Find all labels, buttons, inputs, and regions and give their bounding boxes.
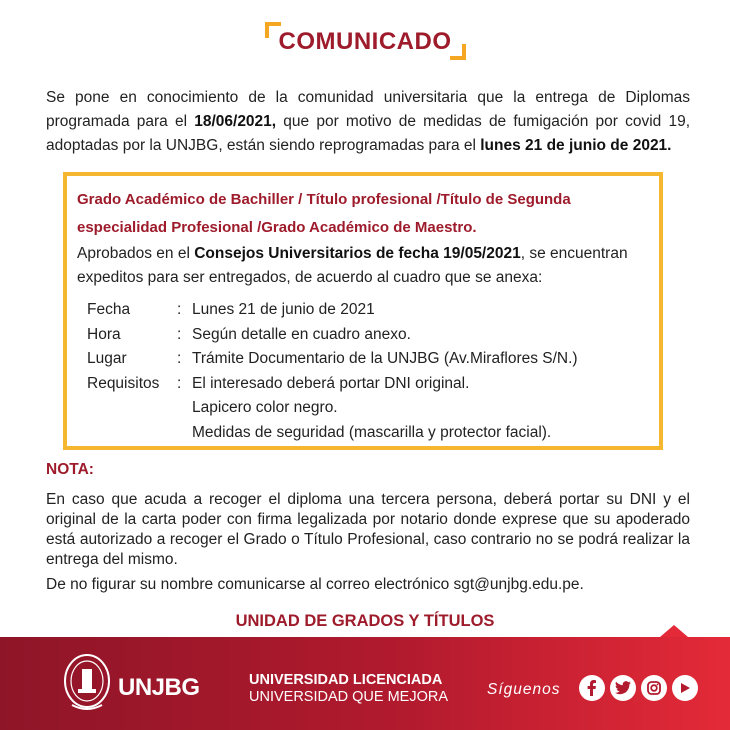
detail-separator [177,396,192,421]
nota-contact: De no figurar su nombre comunicarse al correo electrónico sgt@unjbg.edu.pe. [46,576,584,593]
detail-row-hora [87,323,578,348]
intro-date-new: lunes 21 de junio de 2021. [480,137,672,154]
logo-text: UNJBG [118,674,200,701]
detail-label [87,421,177,446]
youtube-icon[interactable] [672,675,698,701]
nota-label: NOTA: [46,461,94,478]
title-frame [265,22,466,60]
detail-value: Medidas de seguridad (mascarilla y protector facial). [192,423,552,441]
footer [0,637,730,730]
box-text-2: , se encuentran expeditos para ser entregados, de acuerdo al cuadro que se anexa: [77,245,628,286]
detail-row-requisitos [87,372,578,397]
detail-label: Lugar [87,350,127,367]
detail-value: Lapicero color negro. [192,399,338,416]
detail-separator: : [177,350,182,367]
intro-paragraph [46,86,690,158]
nota-text: En caso que acuda a recoger el diploma una tercera persona, deberá portar su DNI y el original de la carta poder con firma legalizada por notario donde exprese que su apoderado está autorizado a recoger el Grado o Título Profesional, caso contrario no se podrá realizar la entrega del mismo. [46,491,690,568]
header [0,22,730,66]
follow-label: Síguenos [487,681,561,698]
detail-label: Hora [87,325,121,343]
detail-separator: : [177,301,182,318]
info-box [63,172,663,450]
detail-value: El interesado deberá portar DNI original. [192,374,470,392]
intro-text-1: Se pone en conocimiento de la comunidad universitaria que la entrega de Diplomas programada para el [46,89,690,130]
facebook-icon[interactable] [579,675,605,701]
university-seal-icon [62,651,112,715]
signature-unit: UNIDAD DE GRADOS Y TÍTULOS [235,612,495,630]
box-heading: Grado Académico de Bachiller / Título profesional /Título de Segunda especialidad Profesional /Grado Académico de Maestro. [77,191,571,236]
detail-value: Según detalle en cuadro anexo. [192,325,411,343]
detail-row-fecha [87,298,578,323]
detail-row-requisitos-2 [87,396,578,421]
detail-separator: : [177,325,182,343]
footer-notch [660,625,688,637]
frame-corner-top-left [265,22,281,38]
detail-label: Requisitos [87,374,160,392]
social-links [579,675,698,701]
detail-label: Fecha [87,301,131,318]
detail-separator [177,421,192,446]
detail-row-lugar [87,347,578,372]
detail-row-requisitos-3 [87,421,578,446]
detail-value: Trámite Documentario de la UNJBG (Av.Miraflores S/N.) [192,350,578,367]
twitter-icon[interactable] [610,675,636,701]
intro-date-original: 18/06/2021, [194,113,277,130]
intro-text-2: que por motivo de medidas de fumigación por covid 19, adoptadas por la UNJBG, están siendo reprogramadas para el [46,113,690,154]
detail-separator: : [177,374,182,392]
page-title: COMUNICADO [278,28,452,55]
detail-value: Lunes 21 de junio de 2021 [192,301,375,318]
instagram-icon[interactable] [641,675,667,701]
box-paragraph [77,242,661,290]
details-list [87,298,578,445]
frame-corner-bottom-right [450,44,466,60]
box-council-date: Consejos Universitarios de fecha 19/05/2021 [194,245,521,262]
tagline-licensed: UNIVERSIDAD LICENCIADA [249,672,443,688]
box-text-1: Aprobados en el [77,245,195,262]
tagline-improves: UNIVERSIDAD QUE MEJORA [249,689,448,705]
detail-label [87,396,177,421]
